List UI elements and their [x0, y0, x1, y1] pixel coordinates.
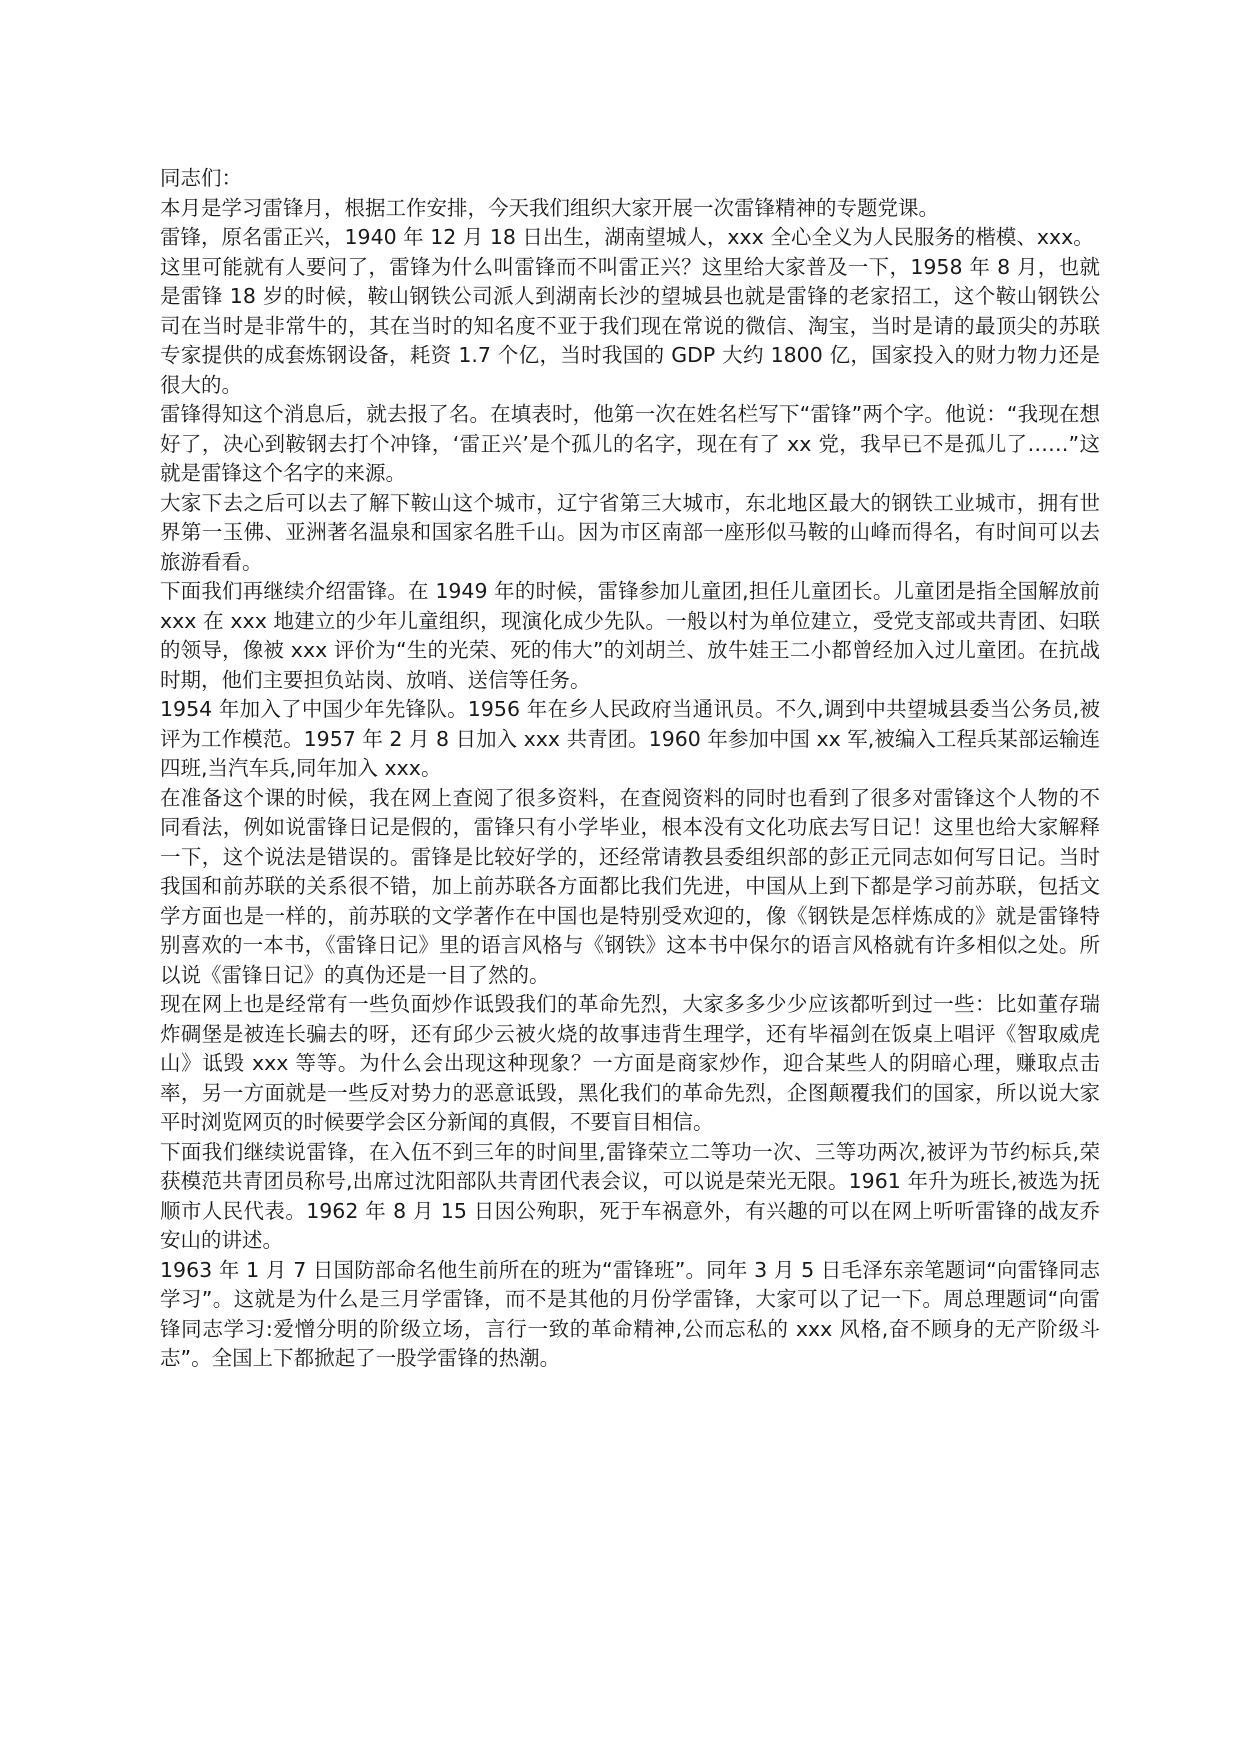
paragraph-diary: 在准备这个课的时候，我在网上查阅了很多资料，在查阅资料的同时也看到了很多对雷锋这个人物的不同看法，例如说雷锋日记是假的，雷锋只有小学毕业，根本没有文化功底去写日记！这里也给大家解释一下，这个说法是错误的。雷锋是比较好学的，还经常请教县委组织部的彭正元同志如何写日记。当时我国和前苏联的关系很不错，加上前苏联各方面都比我们先进，中国从上到下都是学习前苏联，包括文学方面也是一样的，前苏联的文学著作在中国也是特别受欢迎的，像《钢铁是怎样炼成的》就是雷锋特别喜欢的一本书，《雷锋日记》里的语言风格与《钢铁》这本书中保尔的语言风格就有许多相似之处。所以说《雷锋日记》的真伪还是一目了然的。 [160, 785, 1100, 987]
paragraph-honors: 下面我们继续说雷锋，在入伍不到三年的时间里,雷锋荣立二等功一次、三等功两次,被评为节约标兵,荣获模范共青团员称号,出席过沈阳部队共青团代表会议，可以说是荣光无限。1961 年升为班长,被选为抚顺市人民代表。1962 年 8 月 15 日因公殉职，死于车祸意外，有兴趣的可以在网上听听雷锋的战友乔安山的讲述。 [160, 1139, 1100, 1252]
paragraph-name-origin: 这里可能就有人要问了，雷锋为什么叫雷锋而不叫雷正兴？这里给大家普及一下，1958 年 8 月，也就是雷锋 18 岁的时候，鞍山钢铁公司派人到湖南长沙的望城县也就是雷锋的老家招工，这个鞍山钢铁公司在当时是非常牛的，其在当时的知名度不亚于我们现在常说的微信、淘宝，当时是请的最顶尖的苏联专家提供的成套炼钢设备，耗资 1.7 个亿，当时我国的 GDP 大约 1800 亿，国家投入的财力物力还是很大的。 [160, 254, 1100, 397]
paragraph-anshan: 大家下去之后可以去了解下鞍山这个城市，辽宁省第三大城市，东北地区最大的钢铁工业城市，拥有世界第一玉佛、亚洲著名温泉和国家名胜千山。因为市区南部一座形似马鞍的山峰而得名，有时间可以去旅游看看。 [160, 490, 1100, 574]
paragraph-childrens-corps: 下面我们再继续介绍雷锋。在 1949 年的时候，雷锋参加儿童团,担任儿童团长。儿童团是指全国解放前 xxx 在 xxx 地建立的少年儿童组织，现演化成少先队。一般以村为单位建立，受党支部或共青团、妇联的领导，像被 xxx 评价为“生的光荣、死的伟大”的刘胡兰、放牛娃王二小都曾经加入过儿童团。在抗战时期，他们主要担负站岗、放哨、送信等任务。 [160, 579, 1100, 692]
paragraph-inscription: 1963 年 1 月 7 日国防部命名他生前所在的班为“雷锋班”。同年 3 月 5 日毛泽东亲笔题词“向雷锋同志学习”。这就是为什么是三月学雷锋，而不是其他的月份学雷锋，大家可以了记一下。周总理题词“向雷锋同志学习:爱憎分明的阶级立场，言行一致的革命精神,公而忘私的 xxx 风格,奋不顾身的无产阶级斗志”。全国上下都掀起了一股学雷锋的热潮。 [160, 1257, 1100, 1370]
document-body [160, 164, 1100, 1374]
paragraph-enrollment: 雷锋得知这个消息后，就去报了名。在填表时，他第一次在姓名栏写下“雷锋”两个字。他说：“我现在想好了，决心到鞍钢去打个冲锋，‘雷正兴’是个孤儿的名字，现在有了 xx 党，我早已不是孤儿了……”这就是雷锋这个名字的来源。 [160, 402, 1100, 485]
paragraph-career: 1954 年加入了中国少年先锋队。1956 年在乡人民政府当通讯员。不久,调到中共望城县委当公务员,被评为工作模范。1957 年 2 月 8 日加入 xxx 共青团。1960 年参加中国 xx 军,被编入工程兵某部运输连四班,当汽车兵,同年加入 xxx。 [160, 697, 1100, 780]
paragraph-intro: 本月是学习雷锋月，根据工作安排，今天我们组织大家开展一次雷锋精神的专题党课。 [160, 195, 939, 220]
paragraph-birth: 雷锋，原名雷正兴，1940 年 12 月 18 日出生，湖南望城人，xxx 全心全义为人民服务的楷模、xxx。 [160, 225, 1094, 249]
paragraph-online-rumors: 现在网上也是经常有一些负面炒作诋毁我们的革命先烈，大家多多少少应该都听到过一些：比如董存瑞炸碉堡是被连长骗去的呀，还有邱少云被火烧的故事违背生理学，还有毕福剑在饭桌上唱评《智取威虎山》诋毁 xxx 等等。为什么会出现这种现象？一方面是商家炒作，迎合某些人的阴暗心理，赚取点击率，另一方面就是一些反对势力的恶意诋毁，黑化我们的革命先烈，企图颠覆我们的国家，所以说大家平时浏览网页的时候要学会区分新闻的真假，不要盲目相信。 [160, 992, 1100, 1134]
paragraph-greeting: 同志们： [160, 166, 242, 190]
